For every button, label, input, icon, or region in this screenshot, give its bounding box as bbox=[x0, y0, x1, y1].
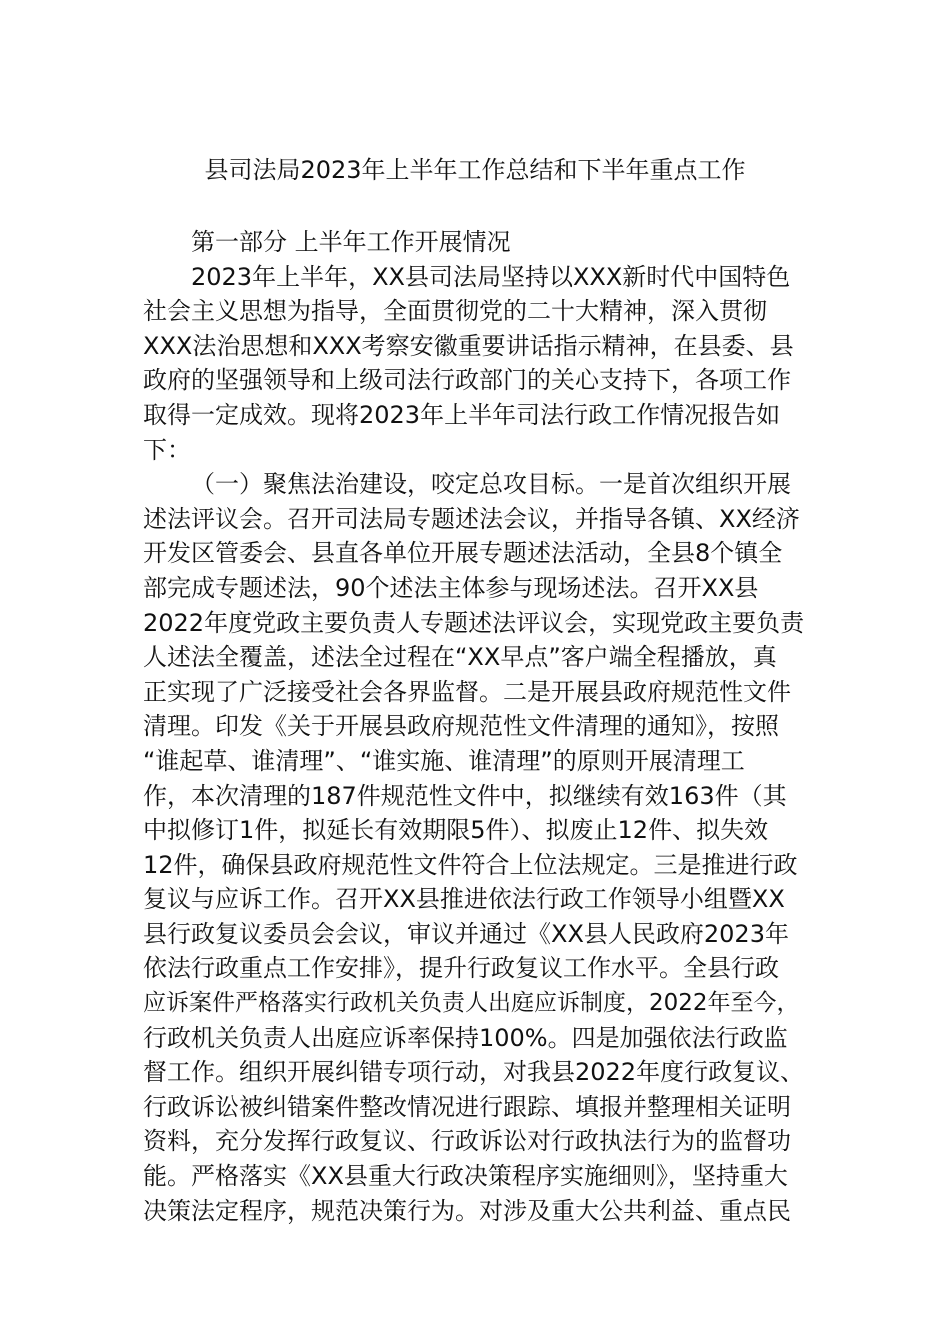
paragraph-line: 督工作。组织开展纠错专项行动，对我县2022年度行政复议、 bbox=[143, 1058, 805, 1087]
paragraph-line: 开发区管委会、县直各单位开展专题述法活动，全县8个镇全 bbox=[143, 539, 783, 568]
paragraph-line: 政府的坚强领导和上级司法行政部门的关心支持下，各项工作 bbox=[143, 366, 791, 395]
paragraph-line: 行政机关负责人出庭应诉率保持100%。四是加强依法行政监 bbox=[143, 1023, 788, 1052]
paragraph-line: 资料，充分发挥行政复议、行政诉讼对行政执法行为的监督功 bbox=[143, 1127, 791, 1156]
paragraph-line: 行政诉讼被纠错案件整改情况进行跟踪、填报并整理相关证明 bbox=[143, 1092, 791, 1121]
paragraph-line: （一）聚焦法治建设，咬定总攻目标。一是首次组织开展 bbox=[191, 470, 791, 499]
paragraph-line: 取得一定成效。现将2023年上半年司法行政工作情况报告如 bbox=[143, 400, 781, 429]
paragraph-line: 2022年度党政主要负责人专题述法评议会，实现党政主要负责 bbox=[143, 608, 805, 637]
paragraph-line: 下： bbox=[143, 435, 191, 464]
paragraph-line: 正实现了广泛接受社会各界监督。二是开展县政府规范性文件 bbox=[143, 677, 791, 706]
paragraph-line: 社会主义思想为指导，全面贯彻党的二十大精神，深入贯彻 bbox=[143, 297, 767, 326]
paragraph-line: “谁起草、谁清理”、“谁实施、谁清理”的原则开展清理工 bbox=[143, 746, 745, 775]
paragraph-line: 2023年上半年，XX县司法局坚持以XXX新时代中国特色 bbox=[191, 262, 791, 291]
paragraph-line: 述法评议会。召开司法局专题述法会议，并指导各镇、XX经济 bbox=[143, 504, 800, 533]
paragraph-line: 清理。印发《关于开展县政府规范性文件清理的通知》，按照 bbox=[143, 712, 779, 741]
paragraph-line: 部完成专题述法，90个述法主体参与现场述法。召开XX县 bbox=[143, 573, 759, 602]
paragraph-line: 中拟修订1件，拟延长有效期限5件）、拟废止12件、拟失效 bbox=[143, 816, 769, 845]
paragraph-line: 依法行政重点工作安排》，提升行政复议工作水平。全县行政 bbox=[143, 954, 779, 983]
paragraph-line: 应诉案件严格落实行政机关负责人出庭应诉制度，2022年至今， bbox=[143, 990, 800, 1017]
paragraph-line: 复议与应诉工作。召开XX县推进依法行政工作领导小组暨XX bbox=[143, 885, 785, 914]
document-title: 县司法局2023年上半年工作总结和下半年重点工作 bbox=[204, 156, 746, 184]
paragraph-line: 12件，确保县政府规范性文件符合上位法规定。三是推进行政 bbox=[143, 850, 798, 879]
paragraph-line: 能。严格落实《XX县重大行政决策程序实施细则》，坚持重大 bbox=[143, 1162, 788, 1191]
document-body bbox=[143, 225, 813, 1228]
paragraph-line: 作，本次清理的187件规范性文件中，拟继续有效163件（其 bbox=[143, 781, 787, 810]
paragraph-line: XXX法治思想和XXX考察安徽重要讲话指示精神，在县委、县 bbox=[143, 331, 794, 360]
paragraph-line: 县行政复议委员会会议，审议并通过《XX县人民政府2023年 bbox=[143, 919, 789, 948]
paragraph-line: 决策法定程序，规范决策行为。对涉及重大公共利益、重点民 bbox=[143, 1196, 791, 1225]
paragraph-line: 人述法全覆盖，述法全过程在“XX早点”客户端全程播放，真 bbox=[143, 643, 777, 672]
section-heading: 第一部分 上半年工作开展情况 bbox=[191, 228, 511, 256]
